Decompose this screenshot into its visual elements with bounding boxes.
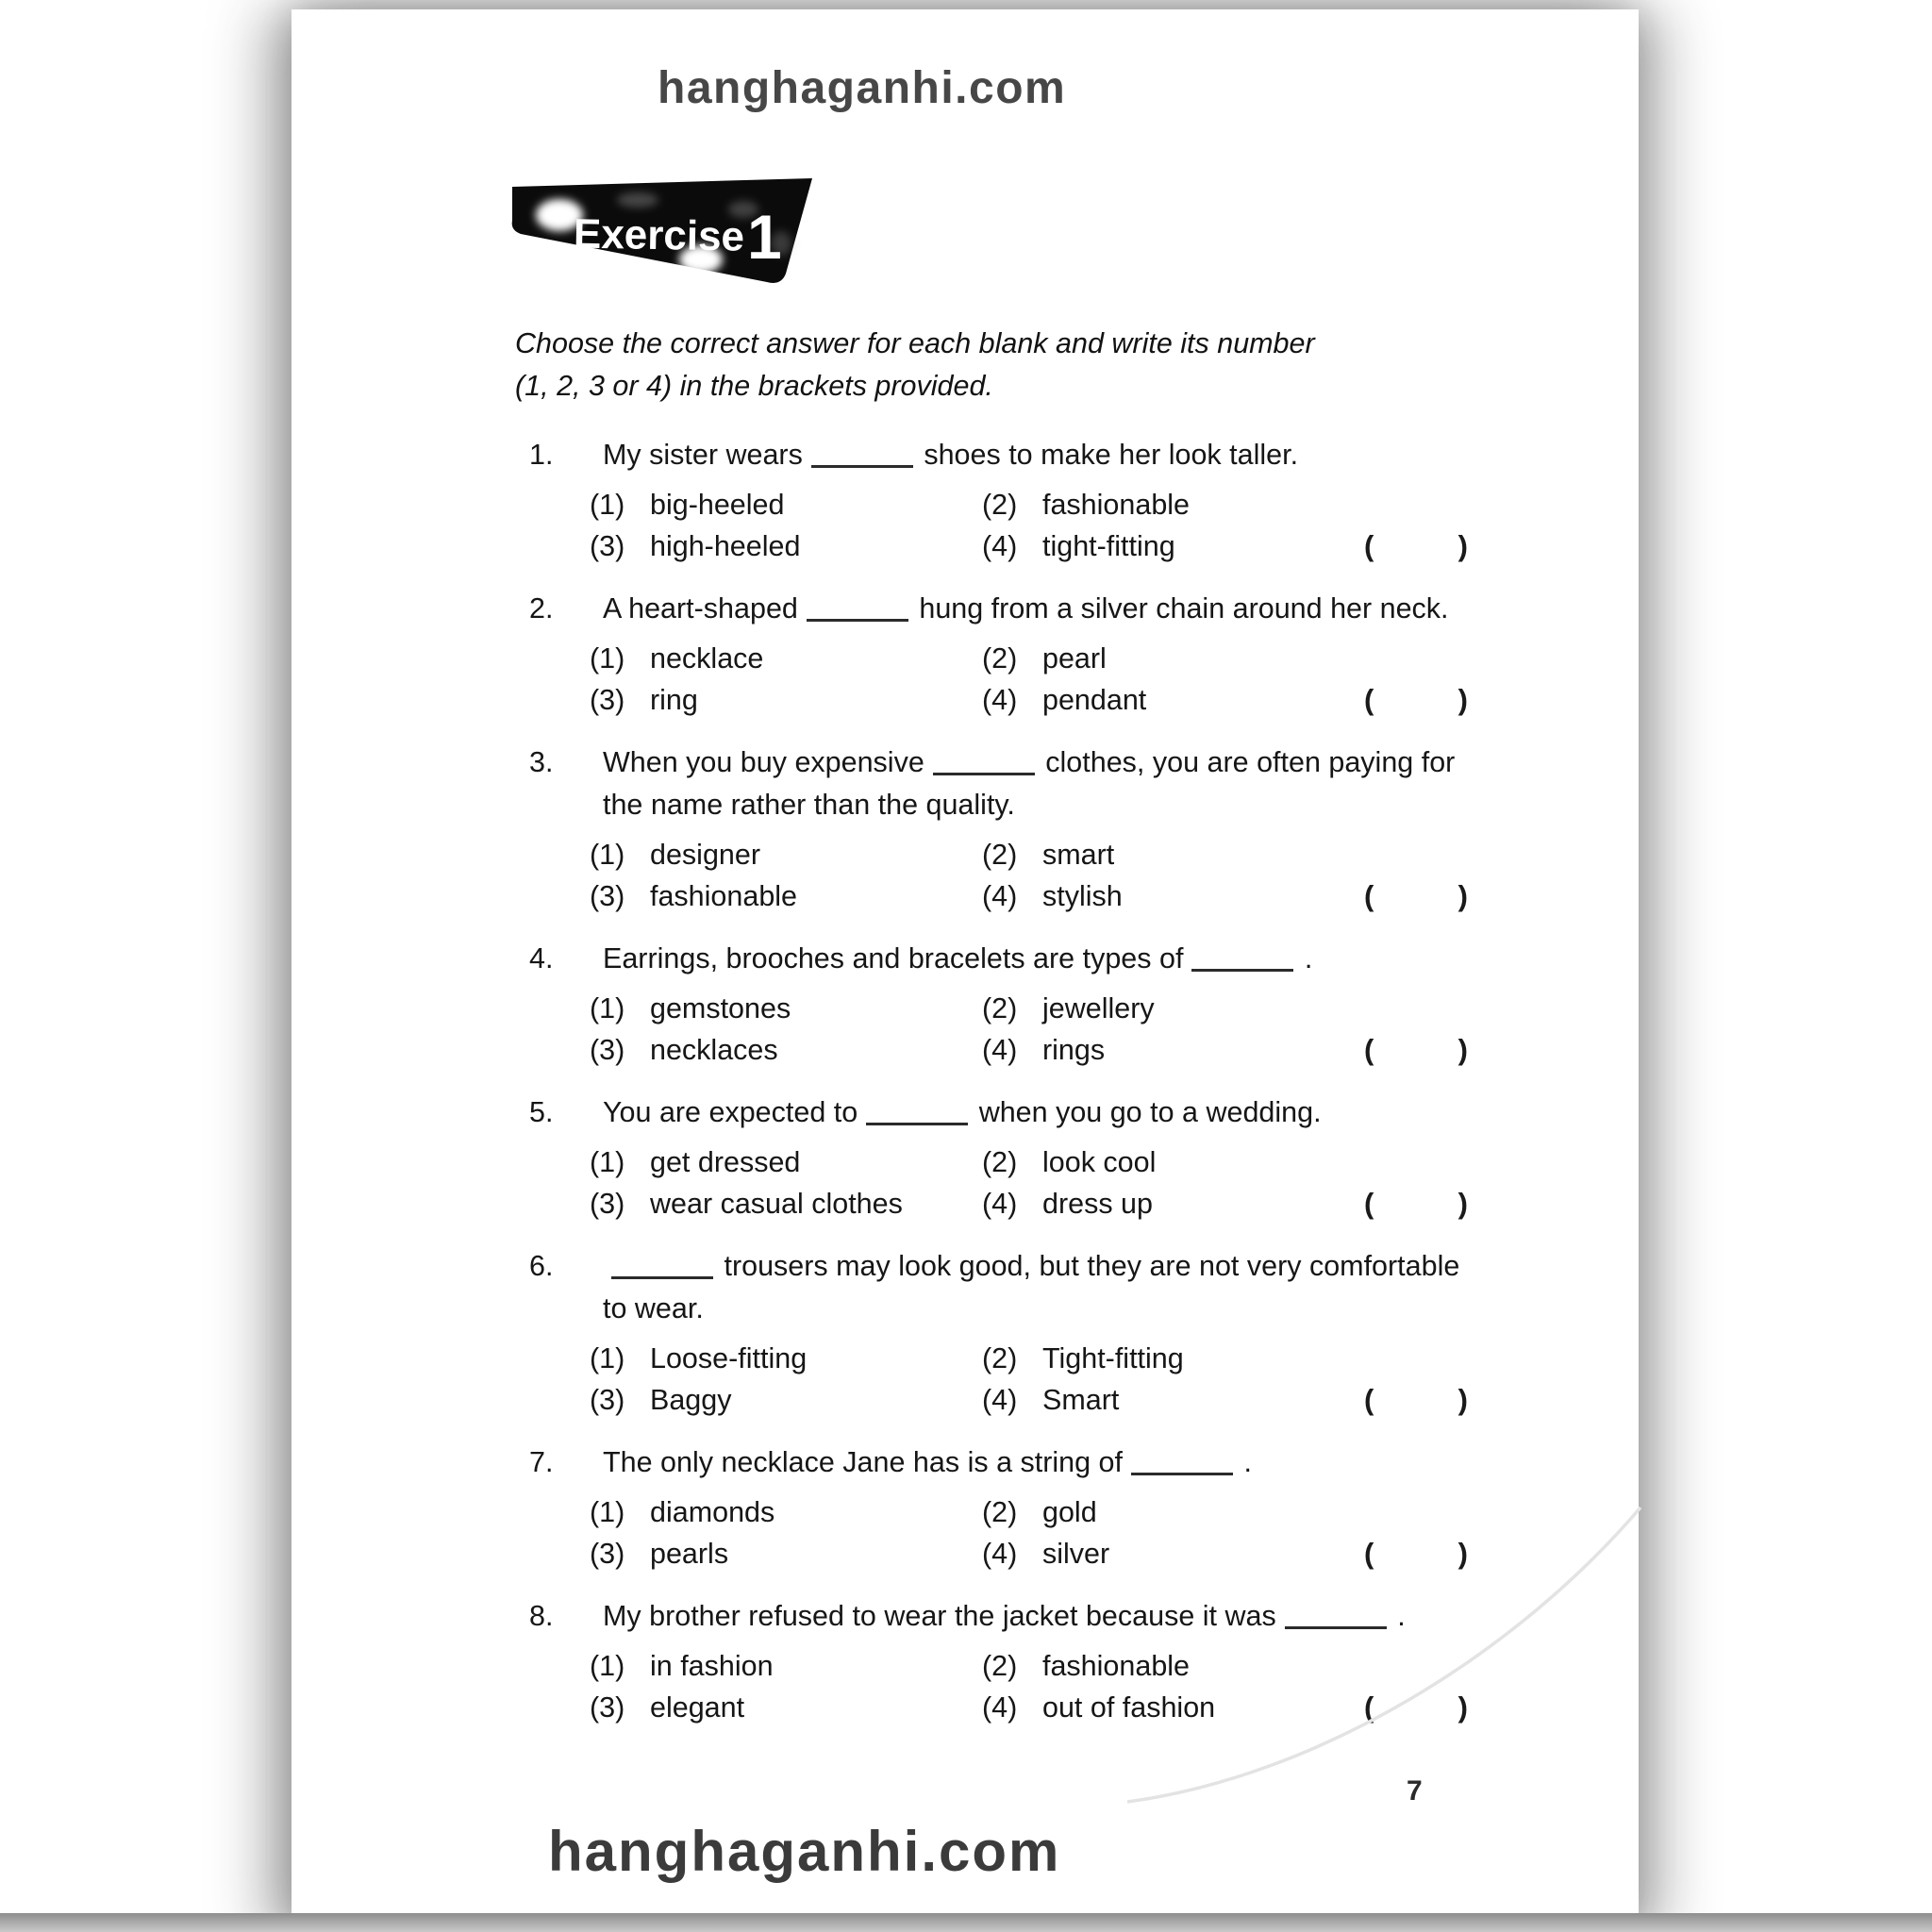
option-label: Baggy	[650, 1384, 732, 1416]
option-number: (3)	[590, 1691, 625, 1724]
option-number: (1)	[590, 1342, 625, 1374]
bracket-open: (	[1364, 879, 1374, 912]
options-block	[590, 638, 1468, 721]
option-number: (1)	[590, 992, 625, 1024]
question-number: 8.	[529, 1600, 554, 1632]
answer-brackets	[1364, 683, 1468, 717]
answer-blank	[1285, 1601, 1387, 1629]
question-text	[603, 938, 1468, 980]
question-text-post: trousers may look good, but they are not very comfortable to wear.	[603, 1250, 1460, 1324]
question-text	[603, 1091, 1468, 1134]
options-block	[590, 1645, 1468, 1728]
bracket-close: )	[1457, 1383, 1468, 1416]
option-label: ring	[650, 684, 698, 716]
option-number: (4)	[982, 1538, 1018, 1570]
question-head	[529, 741, 1468, 826]
option-label: necklace	[650, 642, 764, 675]
option-number: (2)	[982, 1496, 1018, 1528]
questions-list	[515, 434, 1468, 1728]
option-label: get dressed	[650, 1146, 801, 1178]
option-number: (4)	[982, 684, 1018, 716]
option-label: big-heeled	[650, 489, 785, 521]
options-grid	[590, 638, 1468, 721]
option-label: fashionable	[650, 880, 798, 912]
option-number: (4)	[982, 1034, 1018, 1066]
option-label: smart	[1042, 839, 1115, 871]
question-text	[603, 434, 1468, 476]
option-label: necklaces	[650, 1034, 778, 1066]
answer-brackets	[1364, 1537, 1468, 1571]
option-number: (4)	[982, 1188, 1018, 1220]
bracket-close: )	[1457, 1187, 1468, 1220]
option-label: rings	[1042, 1034, 1106, 1066]
question-text	[603, 588, 1468, 630]
question-text-post: shoes to make her look taller.	[924, 439, 1299, 471]
options-block	[590, 988, 1468, 1071]
bracket-open: (	[1364, 1033, 1374, 1066]
option-label: in fashion	[650, 1650, 774, 1682]
option-label: Loose-fitting	[650, 1342, 808, 1374]
question-number: 4.	[529, 942, 554, 974]
option-number: (3)	[590, 1538, 625, 1570]
question-text-pre: When you buy expensive	[603, 746, 924, 778]
option-label: out of fashion	[1042, 1691, 1216, 1724]
bracket-close: )	[1457, 879, 1468, 912]
watermark-top: hanghaganhi.com	[658, 63, 1067, 113]
question-text-pre: The only necklace Jane has is a string of	[603, 1446, 1123, 1478]
scan-edge-bar	[0, 1913, 1932, 1932]
option-number: (4)	[982, 880, 1018, 912]
option-label: elegant	[650, 1691, 745, 1724]
question-number: 1.	[529, 439, 554, 471]
option-label: dress up	[1042, 1188, 1153, 1220]
option-label: pearl	[1042, 642, 1107, 675]
bracket-open: (	[1364, 1537, 1374, 1570]
options-block	[590, 1141, 1468, 1224]
option-label: diamonds	[650, 1496, 775, 1528]
bracket-open: (	[1364, 683, 1374, 716]
answer-brackets	[1364, 1033, 1468, 1067]
option-number: (2)	[982, 839, 1018, 871]
option-label: pendant	[1042, 684, 1147, 716]
question-head	[529, 938, 1468, 980]
question-text-post: .	[1397, 1600, 1406, 1632]
answer-blank	[933, 747, 1035, 775]
question-number: 7.	[529, 1446, 554, 1478]
question-text-pre: Earrings, brooches and bracelets are types of	[603, 942, 1184, 974]
exercise-badge	[506, 176, 817, 290]
answer-brackets	[1364, 529, 1468, 563]
badge-number: 1	[747, 202, 782, 272]
options-block	[590, 834, 1468, 917]
option-number: (4)	[982, 530, 1018, 562]
options-grid	[590, 988, 1468, 1071]
option-number: (2)	[982, 1342, 1018, 1374]
answer-blank	[1131, 1447, 1233, 1475]
option-label: gemstones	[650, 992, 791, 1024]
answer-brackets	[1364, 1690, 1468, 1724]
option-label: jewellery	[1042, 992, 1155, 1024]
option-label: high-heeled	[650, 530, 801, 562]
badge-texture-spot	[617, 192, 658, 208]
question-text-pre: You are expected to	[603, 1096, 858, 1128]
question-number: 2.	[529, 592, 554, 625]
answer-blank	[1191, 943, 1293, 972]
option-label: Tight-fitting	[1042, 1342, 1184, 1374]
question-number: 5.	[529, 1096, 554, 1128]
worksheet-content	[515, 323, 1468, 1749]
bracket-open: (	[1364, 1690, 1374, 1724]
question-number: 6.	[529, 1250, 554, 1282]
answer-blank	[866, 1097, 968, 1125]
options-block	[590, 1338, 1468, 1421]
option-number: (2)	[982, 489, 1018, 521]
answer-brackets	[1364, 879, 1468, 913]
option-number: (4)	[982, 1691, 1018, 1724]
question-head	[529, 588, 1468, 630]
options-grid	[590, 1141, 1468, 1224]
instructions	[515, 323, 1468, 408]
option-label: pearls	[650, 1538, 729, 1570]
question-text	[603, 1441, 1468, 1484]
question-text-post: when you go to a wedding.	[978, 1096, 1322, 1128]
option-number: (1)	[590, 839, 625, 871]
paper-sheet	[291, 9, 1639, 1932]
option-label: gold	[1042, 1496, 1097, 1528]
bracket-close: )	[1457, 529, 1468, 562]
question-text-pre: My sister wears	[603, 439, 803, 471]
question-item	[529, 588, 1468, 721]
question-text	[603, 1595, 1468, 1638]
question-text-post: .	[1304, 942, 1313, 974]
question-text-post: clothes, you are often paying for the name rather than the quality.	[603, 746, 1456, 821]
options-grid	[590, 1645, 1468, 1728]
option-label: Smart	[1042, 1384, 1120, 1416]
watermark-bottom: hanghaganhi.com	[548, 1820, 1061, 1883]
bracket-open: (	[1364, 529, 1374, 562]
bracket-close: )	[1457, 1690, 1468, 1724]
instructions-line-2: (1, 2, 3 or 4) in the brackets provided.	[515, 370, 993, 402]
bracket-open: (	[1364, 1187, 1374, 1220]
question-item	[529, 1245, 1468, 1421]
bracket-close: )	[1457, 1537, 1468, 1570]
question-item	[529, 1091, 1468, 1224]
bracket-open: (	[1364, 1383, 1374, 1416]
option-number: (2)	[982, 1650, 1018, 1682]
question-item	[529, 741, 1468, 917]
question-text	[603, 1245, 1468, 1330]
question-text-pre: A heart-shaped	[603, 592, 798, 625]
page-number: 7	[1407, 1775, 1423, 1807]
option-label: wear casual clothes	[650, 1188, 903, 1220]
option-number: (1)	[590, 642, 625, 675]
option-label: designer	[650, 839, 760, 871]
option-number: (3)	[590, 1384, 625, 1416]
option-label: fashionable	[1042, 1650, 1191, 1682]
option-number: (2)	[982, 642, 1018, 675]
option-number: (3)	[590, 1188, 625, 1220]
option-number: (3)	[590, 530, 625, 562]
options-block	[590, 484, 1468, 567]
answer-blank	[611, 1251, 713, 1279]
question-item	[529, 938, 1468, 1071]
options-block	[590, 1491, 1468, 1574]
option-number: (2)	[982, 1146, 1018, 1178]
option-number: (1)	[590, 1146, 625, 1178]
option-number: (3)	[590, 880, 625, 912]
option-number: (1)	[590, 1650, 625, 1682]
answer-brackets	[1364, 1187, 1468, 1221]
question-text	[603, 741, 1468, 826]
question-text-post: .	[1243, 1446, 1252, 1478]
option-number: (4)	[982, 1384, 1018, 1416]
option-number: (3)	[590, 1034, 625, 1066]
option-label: silver	[1042, 1538, 1110, 1570]
question-head	[529, 1441, 1468, 1484]
option-number: (3)	[590, 684, 625, 716]
options-grid	[590, 1491, 1468, 1574]
question-head	[529, 1595, 1468, 1638]
option-label: stylish	[1042, 880, 1123, 912]
answer-brackets	[1364, 1383, 1468, 1417]
bracket-close: )	[1457, 683, 1468, 716]
badge-title: Exercise	[573, 210, 745, 260]
answer-blank	[811, 440, 913, 468]
options-grid	[590, 1338, 1468, 1421]
question-text-pre: My brother refused to wear the jacket because it was	[603, 1600, 1276, 1632]
answer-blank	[807, 593, 908, 622]
option-label: tight-fitting	[1042, 530, 1175, 562]
option-number: (1)	[590, 1496, 625, 1528]
option-number: (2)	[982, 992, 1018, 1024]
option-label: fashionable	[1042, 489, 1191, 521]
question-item	[529, 1595, 1468, 1728]
question-number: 3.	[529, 746, 554, 778]
question-item	[529, 1441, 1468, 1574]
question-head	[529, 434, 1468, 476]
exercise-badge-graphic	[506, 176, 817, 290]
options-grid	[590, 484, 1468, 567]
bracket-close: )	[1457, 1033, 1468, 1066]
question-text-post: hung from a silver chain around her neck.	[919, 592, 1449, 625]
question-item	[529, 434, 1468, 567]
instructions-line-1: Choose the correct answer for each blank and write its number	[515, 327, 1315, 359]
question-head	[529, 1245, 1468, 1330]
option-number: (1)	[590, 489, 625, 521]
options-grid	[590, 834, 1468, 917]
option-label: look cool	[1042, 1146, 1157, 1178]
question-head	[529, 1091, 1468, 1134]
